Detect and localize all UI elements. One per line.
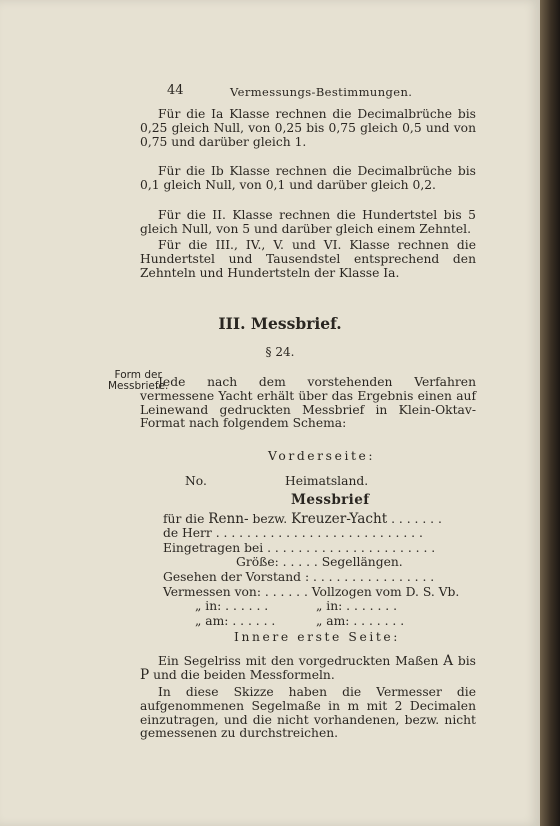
margin-note-line: Messbriefe. — [108, 380, 169, 392]
form-line-date-left: „ am: . . . . . . — [195, 614, 276, 628]
form-line-size: Größe: . . . . . Segellängen. — [236, 555, 403, 569]
certificate-title: Messbrief — [291, 492, 370, 508]
rule-paragraph-class-ib: Für die Ib Klasse rechnen die Decimalbrüche bis 0,1 gleich Null, von 0,1 und darüber gleich 0,2. — [140, 164, 476, 192]
form-line-yacht-type — [163, 511, 442, 527]
form-line-date-right: „ am: . . . . . . . — [316, 614, 405, 628]
rule-paragraph-class-ii: Für die II. Klasse rechnen die Hundertstel bis 5 gleich Null, von 5 und darüber gleich einem Zehntel. — [140, 208, 476, 236]
letter-p: P — [140, 666, 150, 683]
section-title: III. Messbrief. — [218, 314, 342, 333]
inner-text: Ein Segelriss mit den vorgedruckten Maßen — [158, 654, 444, 668]
rule-paragraph-class-ia: Für die Ia Klasse rechnen die Decimalbrüche bis 0,25 gleich Null, von 0,25 bis 0,75 gleich 0,5 und von 0,75 und darüber gleich 1. — [140, 107, 476, 149]
homeland-label: Heimatsland. — [285, 474, 369, 488]
form-dots: . . . . . . . — [387, 512, 442, 526]
running-head: Vermessungs-Bestimmungen. — [230, 85, 413, 99]
form-line-board: Gesehen der Vorstand : . . . . . . . . . . . . . . . . — [163, 570, 435, 584]
form-line-registered: Eingetragen bei . . . . . . . . . . . . . . . . . . . . . . — [163, 541, 436, 555]
rule-paragraph-class-iii-vi: Für die III., IV., V. und VI. Klasse rechnen die Hundertstel und Tausendstel entsprechend den Zehnteln und Hundertsteln der Klasse Ia. — [140, 238, 476, 280]
section-intro-paragraph: Jede nach dem vorstehenden Verfahren vermessene Yacht erhält über das Ergebnis einen auf Leinewand gedruckten Messbrief in Klein-Oktav-Format nach folgendem Schema: — [140, 375, 476, 431]
page-number: 44 — [167, 83, 184, 98]
form-text: für die — [163, 512, 209, 526]
form-line-owner: de Herr . . . . . . . . . . . . . . . . . . . . . . . . . . . — [163, 526, 423, 540]
letter-a: A — [443, 653, 454, 669]
form-line-in-left: „ in: . . . . . . — [195, 599, 269, 613]
inner-paragraph-sail-plan — [140, 655, 476, 683]
number-label: No. — [185, 474, 207, 488]
form-text-kreuzer: Kreuzer-Yacht — [291, 511, 388, 527]
inner-text: und die beiden Messformeln. — [149, 667, 335, 682]
inner-paragraph-instructions: In diese Skizze haben die Vermesser die aufgenommenen Segelmaße in m mit 2 Decimalen einzutragen, und die nicht vorhandenen, bezw. nicht gemessenen zu durchstreichen. — [140, 685, 476, 741]
book-spine-edge — [540, 0, 560, 826]
form-text-renn: Renn- — [208, 511, 249, 527]
form-line-measured-by: Vermessen von: . . . . . . Vollzogen vom D. S. Vb. — [163, 585, 460, 599]
form-line-in-right: „ in: . . . . . . . — [316, 599, 397, 613]
margin-note-line: Form der — [114, 369, 162, 381]
front-side-heading: Vorderseite: — [268, 449, 376, 463]
form-text: bezw. — [248, 512, 292, 526]
inner-page-heading: Innere erste Seite: — [234, 630, 401, 644]
inner-text: bis — [453, 654, 476, 668]
paragraph-number: § 24. — [265, 345, 295, 359]
